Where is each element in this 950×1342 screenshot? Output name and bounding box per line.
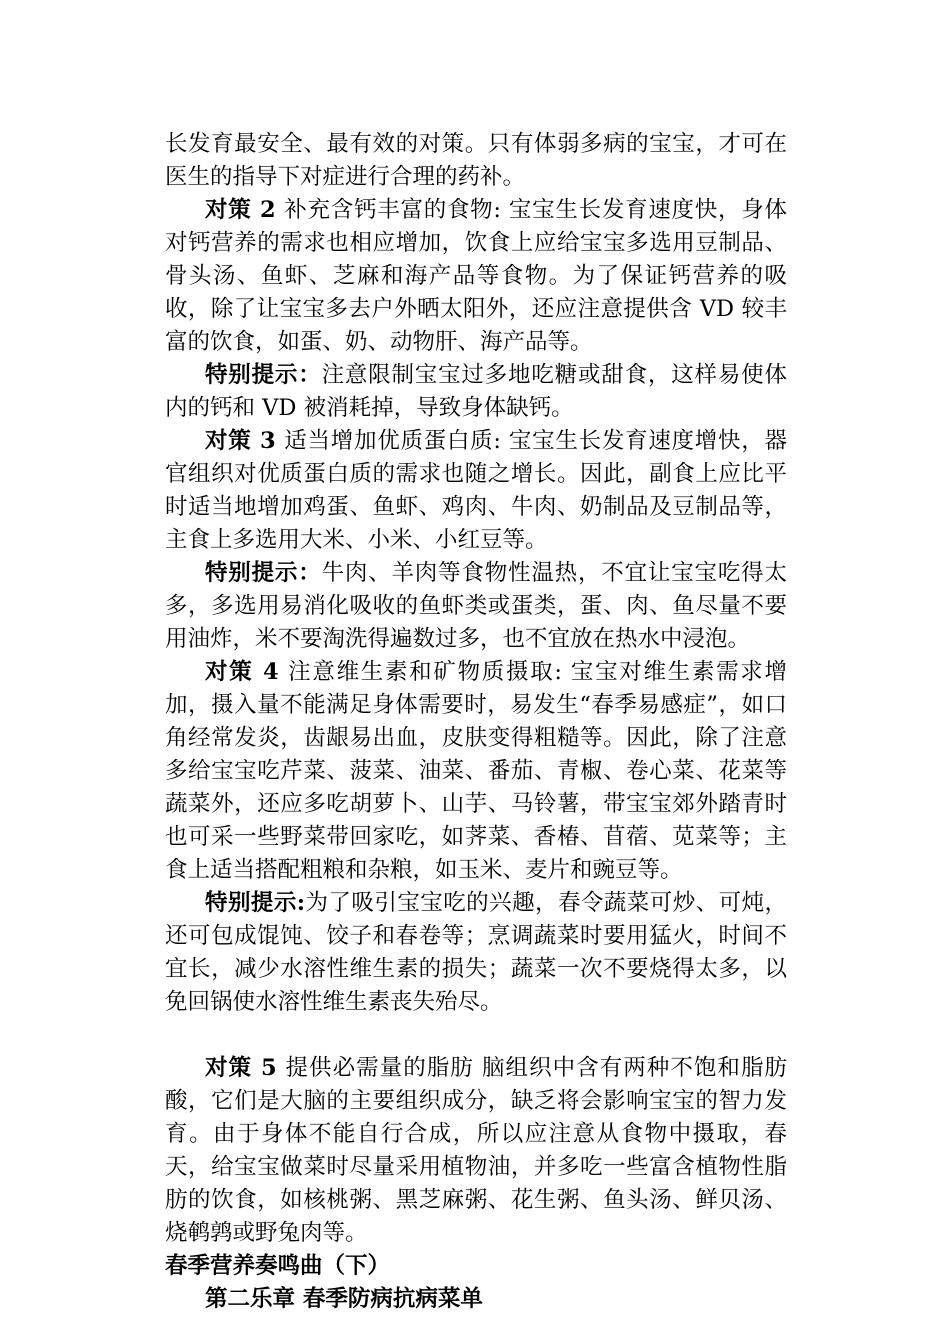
strategy-3-lead: 对策 3 (205, 428, 285, 454)
strategy-2-lead: 对策 2 (205, 197, 285, 223)
paragraph-strategy-5 (165, 1052, 787, 1250)
chapter-title: 第二乐章 春季防病抗病菜单 (205, 1286, 483, 1312)
paragraph-text: 为了吸引宝宝吃的兴趣，春令蔬菜可炒、可炖，还可包成馄饨、饺子和春卷等；烹调蔬菜时要用猛火，时间不宜长，减少水溶性维生素的损失；蔬菜一次不要烧得太多，以免回锅使水溶性维生素丧失殆尽。 (165, 890, 787, 1015)
paragraph-text: 补充含钙丰富的食物: 宝宝生长发育速度快，身体对钙营养的需求也相应增加，饮食上应给宝宝多选用豆制品、骨头汤、鱼虾、芝麻和海产品等食物。为了保证钙营养的吸收，除了让宝宝多去户外晒太阳外，还应注意提供含 VD 较丰富的饮食，如蛋、奶、动物肝、海产品等。 (165, 197, 788, 355)
paragraph-text: 牛肉、羊肉等食物性温热，不宜让宝宝吃得太多，多选用易消化吸收的鱼虾类或蛋类，蛋、肉、鱼尽量不要用油炸，米不要淘洗得遍数过多，也不宜放在热水中浸泡。 (165, 560, 787, 652)
blank-line (165, 1019, 787, 1052)
paragraph-intro (165, 128, 787, 194)
paragraph-tip-2 (165, 557, 787, 656)
strategy-4-lead: 对策 4 (205, 659, 289, 685)
paragraph-strategy-4 (165, 656, 787, 887)
paragraph-strategy-2 (165, 194, 787, 359)
tip-2-lead: 特别提示： (205, 560, 322, 586)
document-page (165, 128, 787, 1316)
section-title: 春季营养奏鸣曲（下） (165, 1253, 391, 1279)
paragraph-text: 长发育最安全、最有效的对策。只有体弱多病的宝宝，才可在医生的指导下对症进行合理的药补。 (165, 131, 787, 190)
paragraph-text: 注意限制宝宝过多地吃糖或甜食，这样易使体内的钙和 VD 被消耗掉，导致身体缺钙。 (165, 362, 787, 421)
paragraph-text: 注意维生素和矿物质摄取: 宝宝对维生素需求增加，摄入量不能满足身体需要时，易发生“春季易感症”，如口角经常发炎，齿龈易出血，皮肤变得粗糙等。因此，除了注意多给宝宝吃芹菜、菠菜、油菜、番茄、青椒、卷心菜、花菜等蔬菜外，还应多吃胡萝卜、山芋、马铃薯，带宝宝郊外踏青时也可采一些野菜带回家吃，如荠菜、香椿、苜蓿、苋菜等；主食上适当搭配粗粮和杂粮，如玉米、麦片和豌豆等。 (165, 659, 788, 883)
paragraph-strategy-3 (165, 425, 787, 557)
paragraph-text: 适当增加优质蛋白质: 宝宝生长发育速度增快，器官组织对优质蛋白质的需求也随之增长。因此，副食上应比平时适当地增加鸡蛋、鱼虾、鸡肉、牛肉、奶制品及豆制品等，主食上多选用大米、小米、小红豆等。 (165, 428, 788, 553)
paragraph-tip-1 (165, 359, 787, 425)
strategy-5-lead: 对策 5 (205, 1055, 286, 1081)
paragraph-tip-3 (165, 887, 787, 1019)
tip-1-lead: 特别提示： (205, 362, 322, 388)
tip-3-lead: 特别提示: (205, 890, 306, 916)
paragraph-text: 提供必需量的脂肪 脑组织中含有两种不饱和脂肪酸，它们是大脑的主要组织成分，缺乏将会影响宝宝的智力发育。由于身体不能自行合成，所以应注意从食物中摄取，春天，给宝宝做菜时尽量采用植物油，并多吃一些富含植物性脂肪的饮食，如核桃粥、黑芝麻粥、花生粥、鱼头汤、鲜贝汤、烧鹌鹑或野兔肉等。 (165, 1055, 788, 1246)
